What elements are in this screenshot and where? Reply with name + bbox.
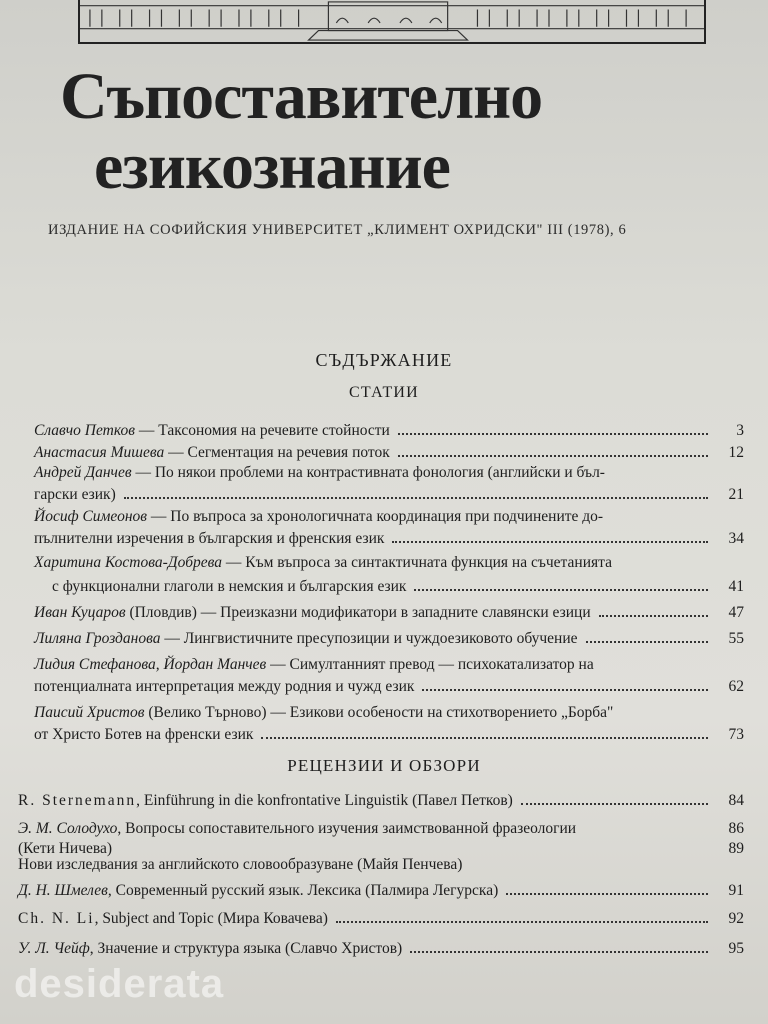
review-title: , Einführung in die konfrontative Linguistik (Павел Петков) <box>136 792 513 809</box>
articles-heading: СТАТИИ <box>349 384 419 401</box>
article-entry <box>34 704 744 726</box>
leader-dots <box>586 641 708 643</box>
journal-title-line1: Съпоставително <box>60 60 543 133</box>
review-page: 89 <box>728 840 744 857</box>
leader-dots <box>414 589 708 591</box>
review-entry <box>18 940 744 962</box>
article-page: 3 <box>736 422 744 439</box>
article-entry <box>34 508 744 530</box>
article-page: 73 <box>728 726 744 743</box>
article-entry-continued <box>34 486 744 508</box>
article-author: Харитина Костова-Добрева <box>34 554 222 571</box>
review-author: У. Л. Чейф <box>18 940 90 957</box>
article-title-continued: с функционални глаголи в немския и българския език <box>52 578 407 595</box>
article-title-continued: от Христо Ботев на френски език <box>34 726 254 743</box>
review-author: Д. Н. Шмелев <box>18 882 108 899</box>
article-author: Лиляна Грозданова <box>34 630 161 647</box>
article-entry <box>34 630 744 652</box>
review-page: 91 <box>728 882 744 899</box>
article-title: — Таксономия на речевите стойности <box>135 422 390 439</box>
leader-dots <box>506 893 708 895</box>
article-title: (Велико Търново) — Езикови особености на стихотворението „Борба" <box>144 704 614 721</box>
leader-dots <box>521 803 708 805</box>
review-title: Нови изследвания за английското словообразуване (Майя Пенчева) <box>18 856 463 873</box>
article-page: 62 <box>728 678 744 695</box>
journal-title <box>60 62 740 202</box>
article-entry-continued <box>34 578 744 600</box>
article-page: 12 <box>728 444 744 461</box>
article-title: — Сегментация на речевия поток <box>164 444 390 461</box>
leader-dots <box>398 455 708 457</box>
leader-dots <box>410 951 708 953</box>
review-title: , Subject and Topic (Мира Ковачева) <box>94 910 328 927</box>
article-author: Анастасия Мишева <box>34 444 165 461</box>
review-page: 86 <box>728 820 744 837</box>
review-author: Ch. N. Li <box>18 910 95 927</box>
watermark-text: desiderata <box>14 962 225 1006</box>
leader-dots <box>398 433 708 435</box>
review-title: , Значение и структура языка (Славчо Христов) <box>89 940 403 957</box>
article-title-continued: гарски език) <box>34 486 116 503</box>
journal-subtitle: ИЗДАНИЕ НА СОФИЙСКИЯ УНИВЕРСИТЕТ „КЛИМЕНТ ОХРИДСКИ" III (1978), 6 <box>48 222 627 238</box>
review-entry <box>18 792 744 814</box>
leader-dots <box>422 689 708 691</box>
leader-dots <box>261 737 708 739</box>
review-entry <box>18 910 744 932</box>
leader-dots <box>392 541 708 543</box>
review-entry <box>18 856 744 878</box>
article-entry <box>34 422 744 444</box>
article-entry-continued <box>34 726 744 748</box>
article-title: — По въпроса за хронологичната координация при подчинените до- <box>147 508 604 525</box>
article-page: 21 <box>728 486 744 503</box>
review-title-continued: (Кети Ничева) <box>18 840 113 857</box>
article-title: — Към въпроса за синтактичната функция на съчетанията <box>222 554 612 571</box>
article-entry <box>34 444 744 466</box>
article-title: — По някои проблеми на контрастивната фонология (английски и бъл- <box>131 464 605 481</box>
review-page: 92 <box>728 910 744 927</box>
article-page: 41 <box>728 578 744 595</box>
leader-dots <box>124 497 708 499</box>
article-author: Андрей Данчев <box>34 464 132 481</box>
article-page: 34 <box>728 530 744 547</box>
article-author: Лидия Стефанова, Йордан Манчев <box>34 656 267 673</box>
article-entry <box>34 656 744 678</box>
article-author: Паисий Христов <box>34 704 145 721</box>
review-title: , Вопросы сопоставительного изучения заимствованной фразеологии <box>117 820 577 837</box>
article-title: (Пловдив) — Преизказни модификатори в западните славянски езици <box>125 604 591 621</box>
article-author: Славчо Петков <box>34 422 135 439</box>
article-entry <box>34 554 744 576</box>
review-page: 84 <box>728 792 744 809</box>
article-author: Йосиф Симеонов <box>34 508 148 525</box>
review-title: , Современный русский язык. Лексика (Палмира Легурска) <box>107 882 499 899</box>
contents-heading: СЪДЪРЖАНИЕ <box>315 350 453 370</box>
article-title: — Симултанният превод — психокатализатор на <box>266 656 594 673</box>
review-author: Э. М. Солодухо <box>18 820 118 837</box>
article-entry-continued <box>34 530 744 552</box>
article-title-continued: пълнителни изречения в българския и френския език <box>34 530 385 547</box>
leader-dots <box>336 921 708 923</box>
article-title: — Лингвистичните пресупозиции и чуждоезиковото обучение <box>160 630 578 647</box>
reviews-heading: РЕЦЕНЗИИ И ОБЗОРИ <box>287 756 481 775</box>
article-entry-continued <box>34 678 744 700</box>
university-building-illustration <box>78 0 706 44</box>
review-entry <box>18 882 744 904</box>
article-entry <box>34 604 744 626</box>
review-entry <box>18 820 744 842</box>
article-page: 55 <box>728 630 744 647</box>
article-entry <box>34 464 744 486</box>
review-page: 95 <box>728 940 744 957</box>
journal-title-line2: езикознание <box>94 130 450 203</box>
article-title-continued: потенциалната интерпретация между родния и чужд език <box>34 678 415 695</box>
review-author: R. Sternemann <box>18 792 137 809</box>
leader-dots <box>599 615 708 617</box>
article-page: 47 <box>728 604 744 621</box>
article-author: Иван Куцаров <box>34 604 126 621</box>
